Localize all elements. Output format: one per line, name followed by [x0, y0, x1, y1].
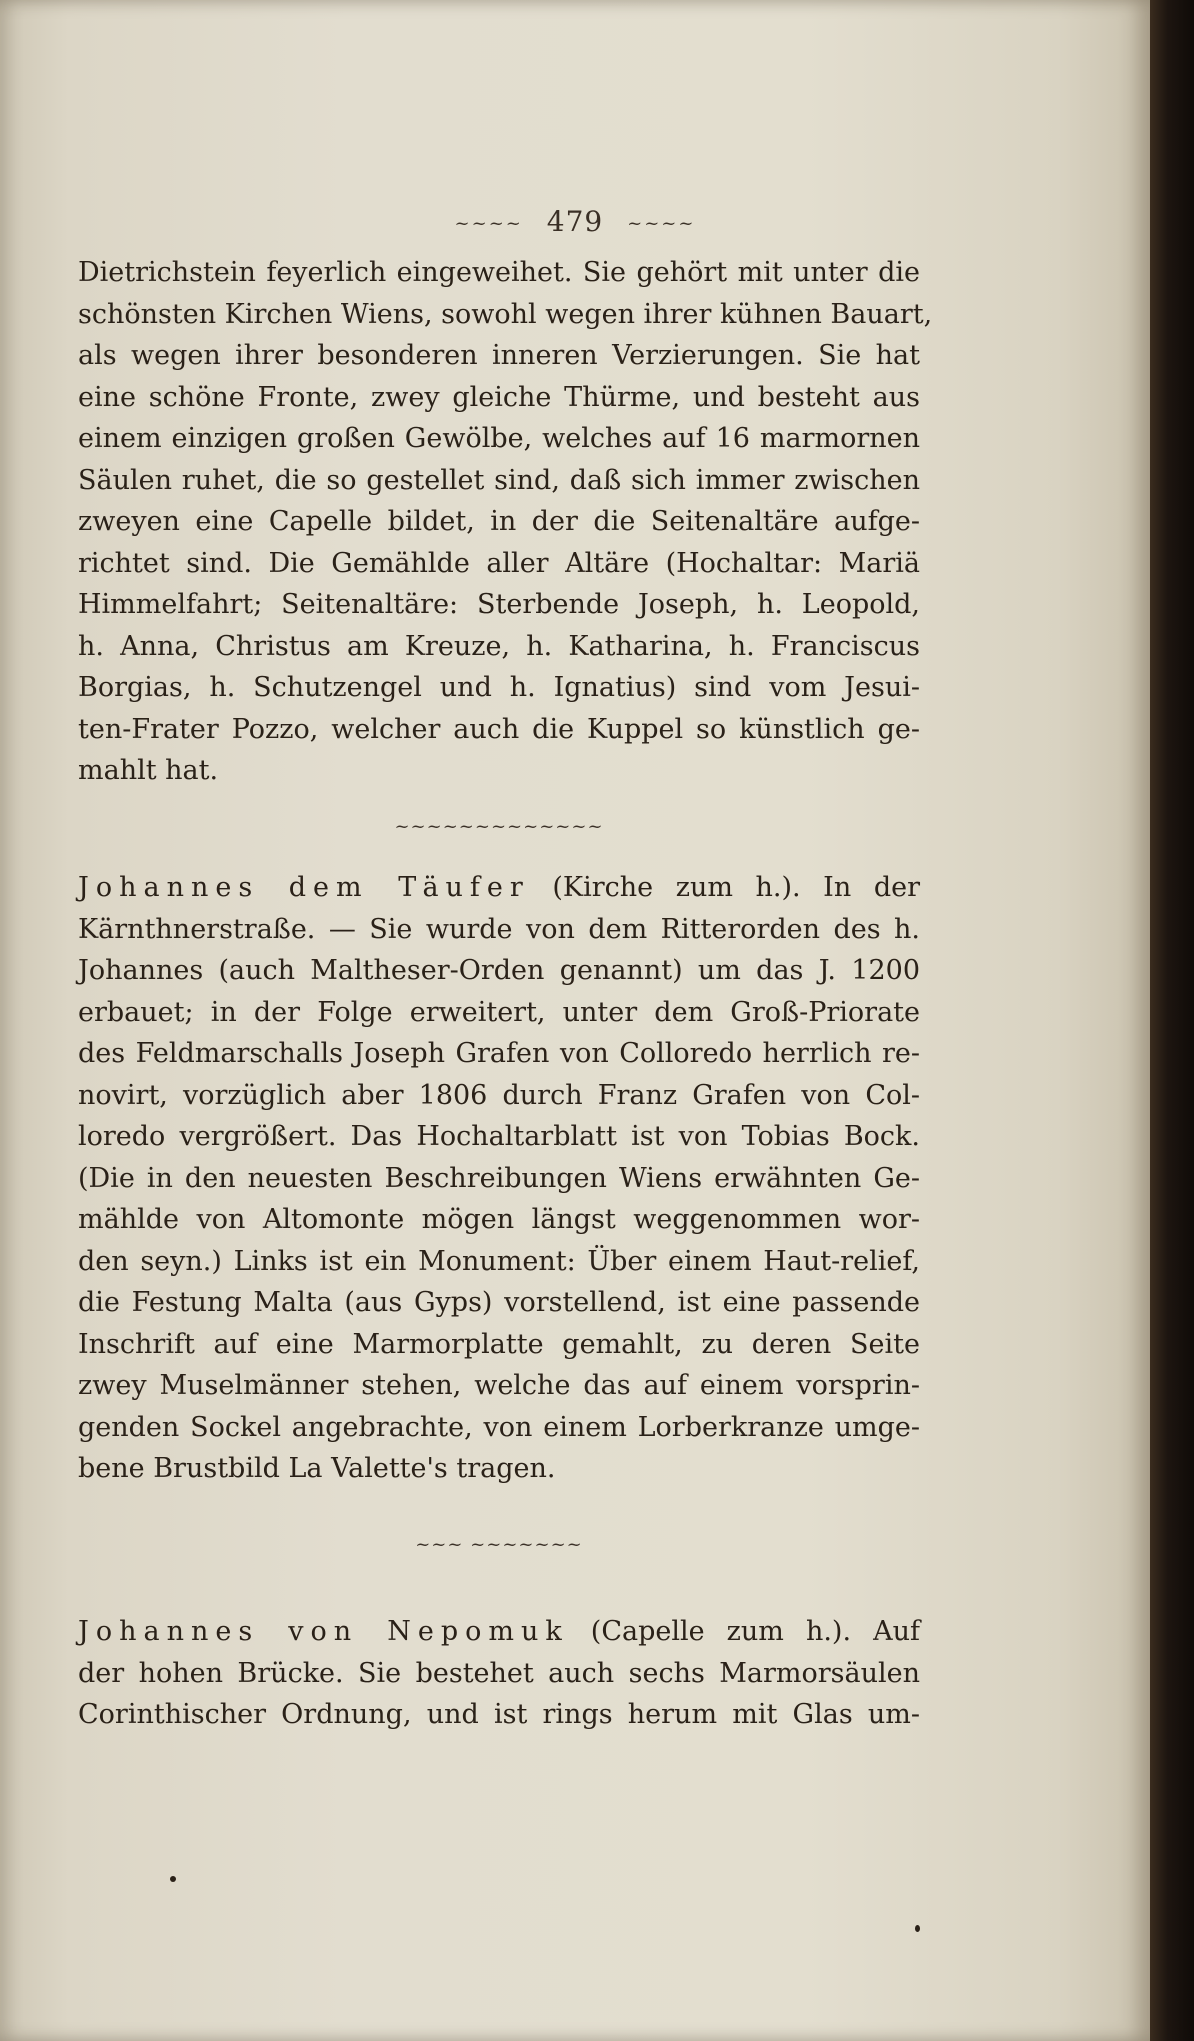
text-line: einem einzigen großen Gewölbe, welches auf 16 marmornen [78, 423, 920, 454]
text-line: genden Sockel angebrachte, von einem Lorberkranze umge- [78, 1411, 920, 1443]
text-line: Corinthischer Ordnung, und ist rings herum mit Glas um- [78, 1699, 920, 1730]
text-line: eine schöne Fronte, zwey gleiche Thürme, und besteht aus [78, 381, 920, 413]
text-line: richtet sind. Die Gemählde aller Altäre (Hochaltar: Mariä [78, 547, 920, 579]
entry-title: Johannes dem Täufer [78, 872, 530, 903]
text-line: Säulen ruhet, die so gestellet sind, daß sich immer zwischen [78, 464, 920, 496]
text-line: Kärnthnerstraße. — Sie wurde von dem Ritterorden des h. [78, 913, 920, 945]
text-line: mählde von Altomonte mögen längst weggenommen wor- [78, 1204, 920, 1235]
text-line: h. Anna, Christus am Kreuze, h. Katharina, h. Franciscus [78, 630, 920, 662]
text-line: den seyn.) Links ist ein Monument: Über einem Haut-relief, [78, 1245, 920, 1277]
text-line: zweyen eine Capelle bildet, in der die Seitenaltäre aufge- [78, 506, 920, 537]
section-separator: ~~~~~~~~~~~~~ [394, 815, 604, 837]
entry-title-rest: (Capelle zum h.). Auf [568, 1616, 920, 1647]
text-line: ten-Frater Pozzo, welcher auch die Kuppel so künstlich ge- [78, 713, 920, 745]
text-line: als wegen ihrer besonderen inneren Verzierungen. Sie hat [78, 340, 920, 371]
running-header [0, 205, 1150, 238]
text-line: schönsten Kirchen Wiens, sowohl wegen ihrer kühnen Bauart, [78, 298, 933, 330]
text-line: des Feldmarschalls Joseph Grafen von Colloredo herrlich re- [78, 1038, 920, 1069]
text-line: die Festung Malta (aus Gyps) vorstellend, ist eine passende [78, 1287, 920, 1318]
ink-spot [170, 1876, 176, 1882]
paragraph-1 [78, 252, 933, 792]
entry-title-rest: (Kirche zum h.). In der [529, 872, 920, 903]
text-line: bene Brustbild La Valette's tragen. [78, 1453, 556, 1484]
text-line: erbauet; in der Folge erweitert, unter dem Groß-Priorate [78, 996, 920, 1028]
text-line: Dietrichstein feyerlich eingeweihet. Sie gehört mit unter die [78, 257, 920, 288]
text-line: Johannes (auch Maltheser-Orden genannt) um das J. 1200 [78, 955, 920, 986]
section-separator: ~~~ ~~~~~~~ [415, 1533, 583, 1555]
text-line: Borgias, h. Schutzengel und h. Ignatius) sind vom Jesui- [78, 672, 920, 703]
header-ornament-right: ~~~~ [627, 213, 696, 234]
text-line: der hohen Brücke. Sie bestehet auch sechs Marmorsäulen [78, 1657, 920, 1689]
page-number: 479 [546, 205, 604, 238]
entry-first-line [78, 1611, 920, 1653]
ink-spot [915, 1925, 920, 1932]
text-line: novirt, vorzüglich aber 1806 durch Franz Grafen von Col- [78, 1079, 920, 1111]
page-body [78, 252, 933, 1736]
entry-first-line [78, 867, 920, 909]
text-line: zwey Muselmänner stehen, welche das auf einem vorsprin- [78, 1370, 920, 1401]
text-line: Inschrift auf eine Marmorplatte gemahlt, zu deren Seite [78, 1328, 920, 1360]
text-line: Himmelfahrt; Seitenaltäre: Sterbende Joseph, h. Leopold, [78, 589, 920, 620]
paragraph-2 [78, 867, 920, 1490]
header-ornament-left: ~~~~ [454, 213, 523, 234]
entry-title: Johannes von Nepomuk [78, 1616, 569, 1647]
paragraph-3 [78, 1611, 920, 1736]
text-line: (Die in den neuesten Beschreibungen Wiens erwähnten Ge- [78, 1162, 920, 1194]
page-edge-shadow [1150, 0, 1194, 2041]
text-line: mahlt hat. [78, 755, 219, 786]
text-line: loredo vergrößert. Das Hochaltarblatt ist von Tobias Bock. [78, 1121, 920, 1152]
